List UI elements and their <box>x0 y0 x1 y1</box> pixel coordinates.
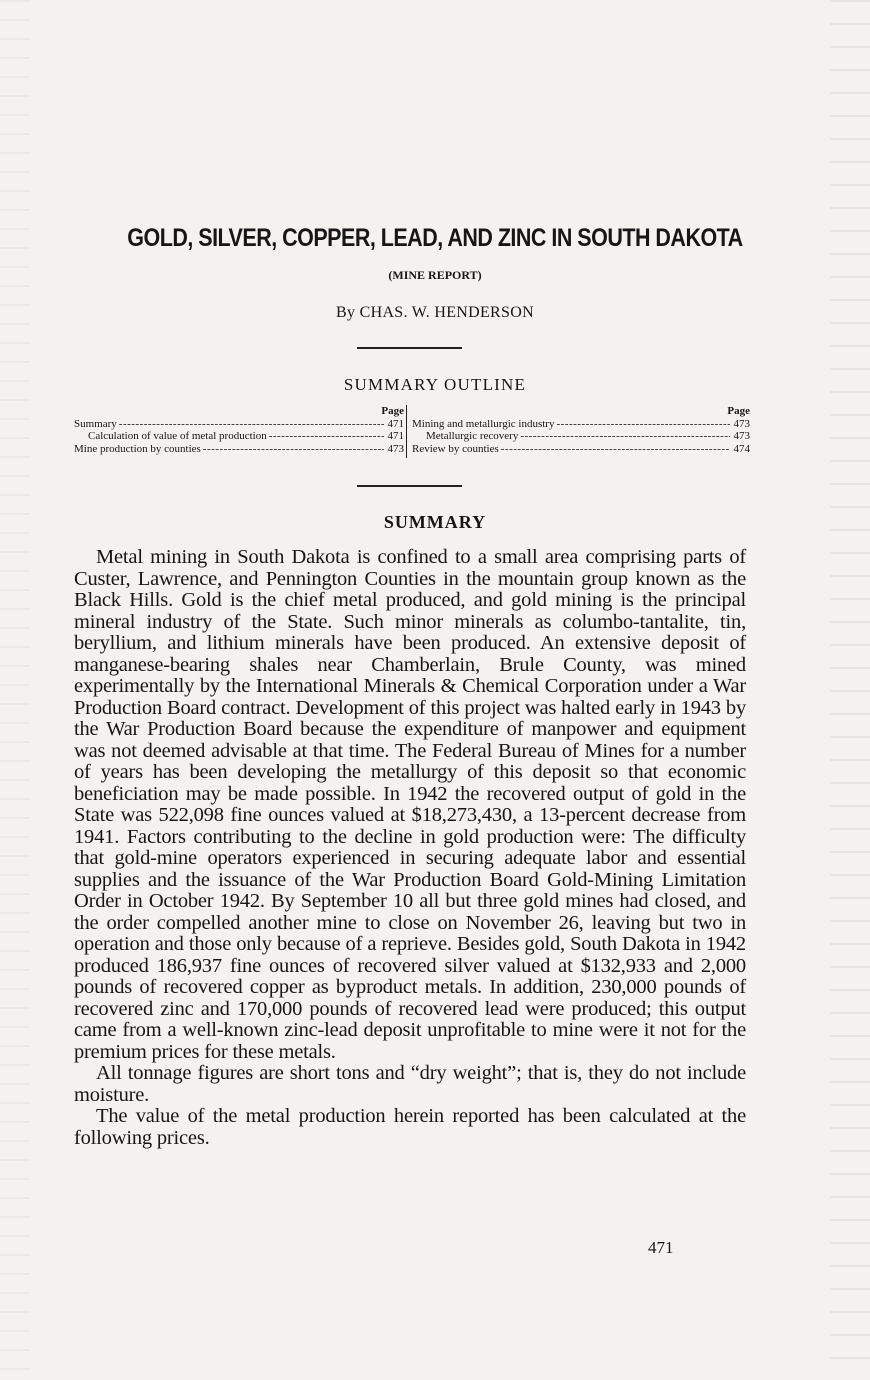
divider-rule-top <box>357 347 462 349</box>
outline-column-right <box>412 405 750 455</box>
paragraph: The value of the metal production herein reported has been calculated at the following prices. <box>74 1105 746 1149</box>
outline-entry[interactable]: Summary ----- 471 <box>74 418 404 431</box>
page-title: GOLD, SILVER, COPPER, LEAD, AND ZINC IN SOUTH DAKOTA <box>127 224 743 252</box>
divider-rule-bottom <box>357 485 462 487</box>
outline-page-label: Page <box>381 405 404 417</box>
outline-page-label: Page <box>727 405 750 417</box>
scan-edge-right <box>830 0 870 1380</box>
outline-entry[interactable]: Metallurgic recovery ----- 473 <box>412 430 750 443</box>
outline-column-left <box>74 405 404 455</box>
paragraph: Metal mining in South Dakota is confined to a small area comprising parts of Custer, Lawrence, and Pennington Counties in the mountain group known as the Black Hills. Gold is the chief metal produced, and gold mining is the principal mineral industry of the State. Such minor minerals as columbo-tantalite, tin, beryllium, and lithium minerals have been produced. An extensive deposit of manganese-bearing shales near Chamberlain, Brule County, was mined experimentally by the International Minerals & Chemical Corporation under a War Production Board contract. Development of this project was halted early in 1943 by the War Production Board because the expenditure of manpower and equipment was not deemed advisable at that time. The Federal Bureau of Mines for a number of years has been developing the metallurgy of this deposit so that economic beneficiation may be made possible. In 1942 the recovered output of gold in the State was 522,098 fine ounces valued at $18,273,430, a 13-percent decrease from 1941. Factors contributing to the decline in gold production were: The difficulty that gold-mine operators experienced in securing adequate labor and essential supplies and the issuance of the War Production Board Gold-Mining Limitation Order in October 1942. By September 10 all but three gold mines had closed, and the order compelled another mine to close on November 26, leaving but two in operation and those only because of a reprieve. Besides gold, South Dakota in 1942 produced 186,937 fine ounces of recovered silver valued at $132,933 and 2,000 pounds of recovered copper as byproduct metals. In addition, 230,000 pounds of recovered zinc and 170,000 pounds of recovered lead were produced; this output came from a well-known zinc-lead deposit unprofitable to mine were it not for the premium prices for these metals. <box>74 546 746 1063</box>
page-number: 471 <box>648 1238 674 1257</box>
author-byline: By CHAS. W. HENDERSON <box>336 304 534 321</box>
report-subtitle: (MINE REPORT) <box>388 268 482 282</box>
outline-entry[interactable]: Calculation of value of metal production ----- 471 <box>74 430 404 443</box>
outline-heading: SUMMARY OUTLINE <box>343 375 527 394</box>
section-heading: SUMMARY <box>383 512 487 532</box>
outline-entry[interactable]: Mine production by counties ----- 473 <box>74 443 404 456</box>
outline-entry[interactable]: Mining and metallurgic industry ----- 473 <box>412 418 750 431</box>
body-text <box>74 547 746 1149</box>
outline-column-divider <box>406 405 407 458</box>
paragraph: All tonnage figures are short tons and “dry weight”; that is, they do not include moisture. <box>74 1062 746 1106</box>
scan-edge-left <box>0 0 30 1380</box>
outline-entry[interactable]: Review by counties ----- 474 <box>412 443 750 456</box>
